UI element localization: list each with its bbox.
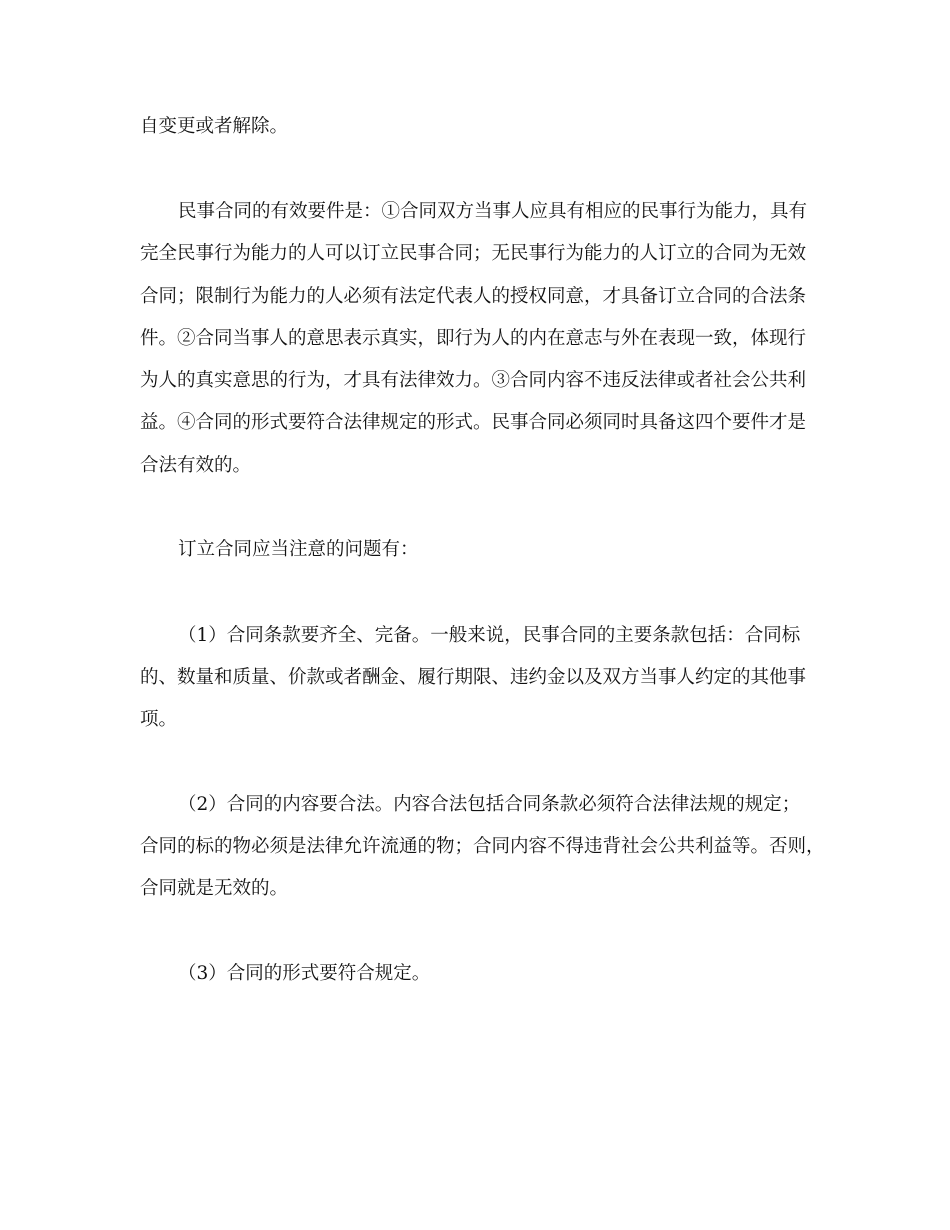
text-line: 益。④合同的形式要符合法律规定的形式。民事合同必须同时具备这四个要件才是 xyxy=(140,412,807,433)
text-line: 合同；限制行为能力的人必须有法定代表人的授权同意，才具备订立合同的合法条 xyxy=(140,286,807,307)
text-line: 为人的真实意思的行为，才具有法律效力。③合同内容不违反法律或者社会公共利 xyxy=(140,370,807,391)
text-line: 民事合同的有效要件是：①合同双方当事人应具有相应的民事行为能力，具有 xyxy=(178,201,808,222)
text-line: 完全民事行为能力的人可以订立民事合同；无民事行为能力的人订立的合同为无效 xyxy=(140,243,807,264)
text-line: 订立合同应当注意的问题有： xyxy=(178,539,419,560)
text-line: 合同的标的物必须是法律允许流通的物；合同内容不得违背社会公共利益等。否则， xyxy=(140,836,825,857)
text-line: 的、数量和质量、价款或者酬金、履行期限、违约金以及双方当事人约定的其他事 xyxy=(140,667,807,688)
text-line: 项。 xyxy=(140,709,178,730)
text-line: （2）合同的内容要合法。内容合法包括合同条款必须符合法律法规的规定； xyxy=(178,794,801,815)
text-line: 合法有效的。 xyxy=(140,455,252,476)
text-line: （1）合同条款要齐全、完备。一般来说，民事合同的主要条款包括：合同标 xyxy=(178,625,801,646)
text-line: 合同就是无效的。 xyxy=(140,878,289,899)
text-line: （3）合同的形式要符合规定。 xyxy=(178,963,431,984)
text-line: 件。②合同当事人的意思表示真实，即行为人的内在意志与外在表现一致，体现行 xyxy=(140,328,807,349)
text-line: 自变更或者解除。 xyxy=(140,116,289,137)
